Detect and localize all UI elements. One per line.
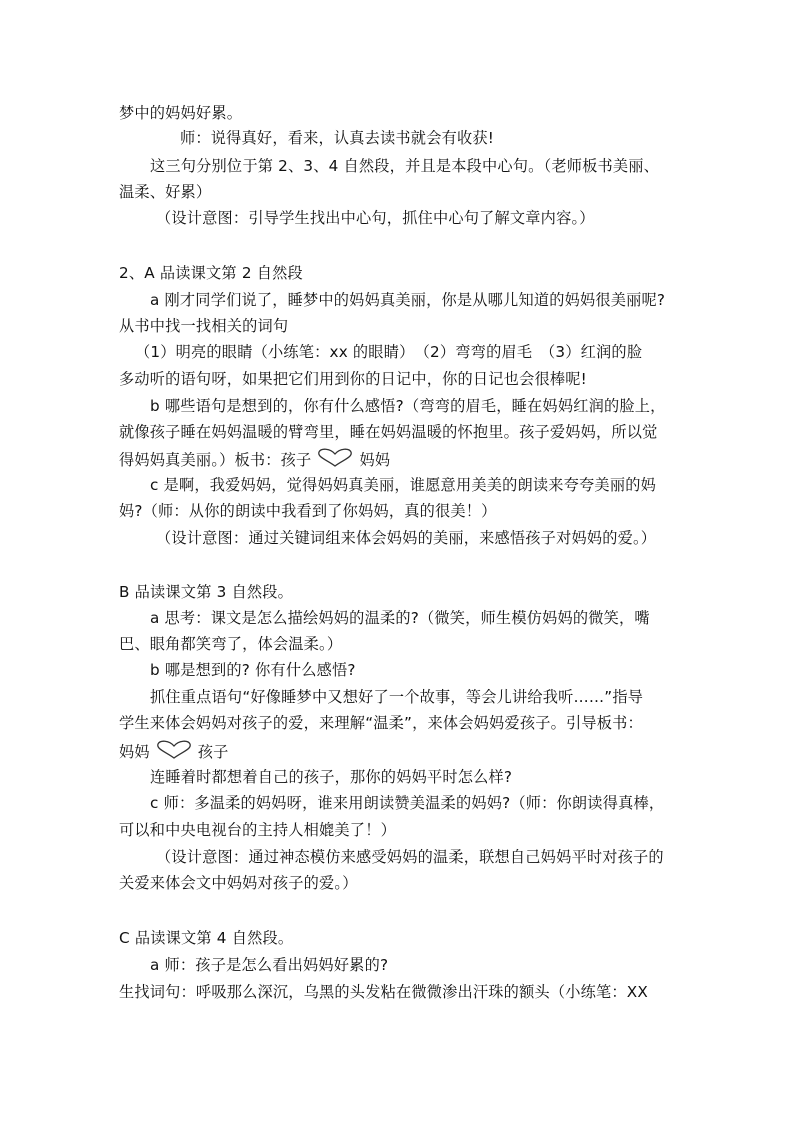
text-line: 多动听的语句呀，如果把它们用到你的日记中，你的日记也会很棒呢! (119, 370, 587, 388)
text-line: 可以和中央电视台的主持人相媲美了！） (119, 821, 396, 839)
text-line: c 是啊，我爱妈妈，觉得妈妈真美丽，谁愿意用美美的朗读来夸夸美丽的妈 (150, 476, 656, 494)
text-segment: 孩子 (197, 743, 229, 761)
text-line: b 哪些语句是想到的，你有什么感悟?（弯弯的眉毛，睡在妈妈红润的脸上， (150, 397, 666, 415)
text-line: 梦中的妈妈好累。 (119, 104, 243, 122)
design-intent-note: （设计意图：引导学生找出中心句，抓住中心句了解文章内容。） (156, 209, 595, 227)
text-line: 生找词句：呼吸那么深沉，乌黑的头发粘在微微渗出汗珠的额头（小练笔：XX (119, 983, 648, 1001)
text-line: a 思考：课文是怎么描绘妈妈的温柔的?（微笑，师生模仿妈妈的微笑，嘴 (150, 609, 650, 627)
text-line: 从书中找一找相关的词句 (119, 317, 289, 335)
heart-icon (154, 740, 194, 760)
text-line: 就像孩子睡在妈妈温暖的臂弯里，睡在妈妈温暖的怀抱里。孩子爱妈妈，所以觉 (119, 423, 658, 441)
text-line: 抓住重点语句“好像睡梦中又想好了一个故事，等会儿讲给我听……”指导 (150, 688, 644, 706)
text-segment: 妈妈 (119, 743, 150, 761)
section-heading: C 品读课文第 4 自然段。 (119, 929, 294, 947)
text-segment: 得妈妈真美丽。）板书：孩子 (119, 451, 312, 469)
heart-icon (315, 448, 355, 468)
text-line: b 哪是想到的? 你有什么感悟? (150, 661, 356, 679)
section-heading: 2、A 品读课文第 2 自然段 (119, 264, 303, 282)
text-line: 妈?（师：从你的朗读中我看到了你妈妈，真的很美！） (119, 502, 497, 520)
text-line: a 师：孩子是怎么看出妈妈好累的? (150, 956, 389, 974)
text-line: 学生来体会妈妈对孩子的爱，来理解“温柔”，来体会妈妈爱孩子。引导板书： (119, 714, 643, 732)
board-writing-line (119, 740, 229, 762)
text-line: 温柔、好累） (119, 183, 212, 201)
text-line: c 师：多温柔的妈妈呀，谁来用朗读赞美温柔的妈妈?（师：你朗读得真棒， (150, 794, 665, 812)
text-line: （1）明亮的眼睛（小练笔：xx 的眼睛） （2）弯弯的眉毛 （3）红润的脸 (135, 343, 643, 361)
design-intent-note: （设计意图：通过神态模仿来感受妈妈的温柔，联想自己妈妈平时对孩子的 (156, 848, 664, 866)
text-line: 巴、眼角都笑弯了，体会温柔。） (119, 635, 343, 653)
section-heading: B 品读课文第 3 自然段。 (119, 583, 294, 601)
text-segment: 妈妈 (359, 451, 391, 469)
text-line: a 刚才同学们说了，睡梦中的妈妈真美丽，你是从哪儿知道的妈妈很美丽呢? (150, 291, 666, 309)
text-line: 关爱来体会文中妈妈对孩子的爱。） (119, 874, 358, 892)
board-writing-line (119, 448, 390, 470)
text-line: 这三句分别位于第 2、3、4 自然段，并且是本段中心句。（老师板书美丽、 (150, 157, 660, 175)
text-line: 连睡着时都想着自己的孩子，那你的妈妈平时怎么样? (150, 768, 513, 786)
text-line: 师：说得真好，看来，认真去读书就会有收获! (180, 129, 495, 147)
design-intent-note: （设计意图：通过关键词组来体会妈妈的美丽，来感悟孩子对妈妈的爱。） (156, 529, 657, 547)
